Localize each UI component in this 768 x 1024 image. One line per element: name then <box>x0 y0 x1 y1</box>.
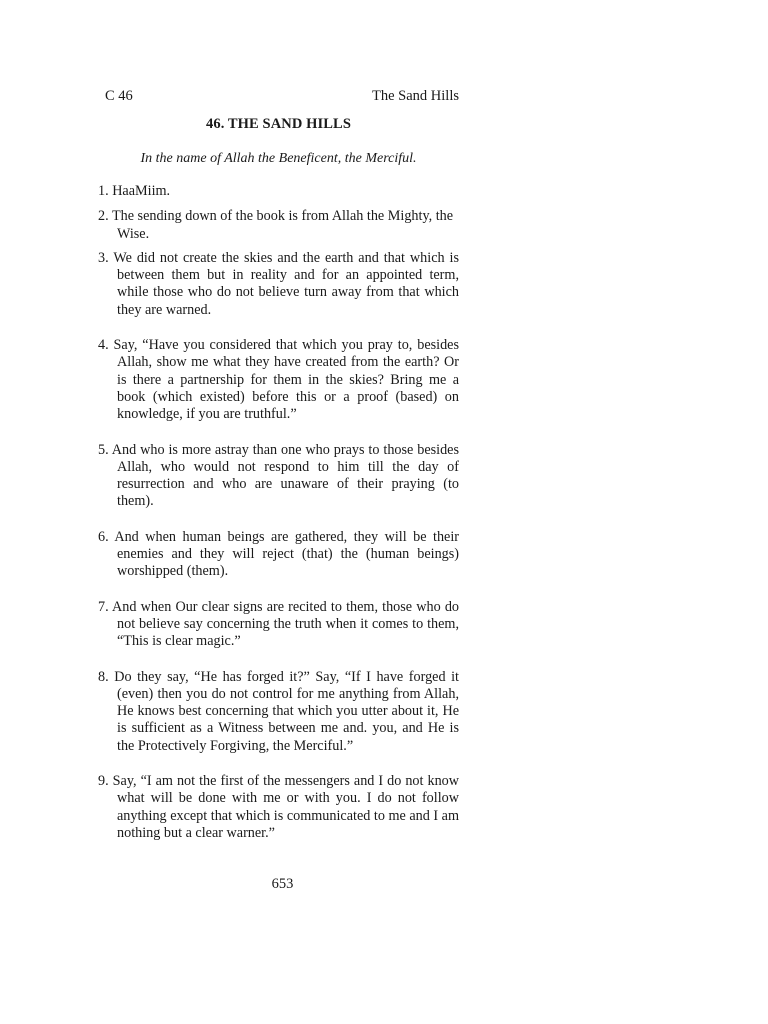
verse-number: 1. <box>98 183 109 199</box>
document-page <box>98 0 459 1024</box>
running-title: The Sand Hills <box>372 88 459 104</box>
verse-1 <box>98 183 459 200</box>
verse-9 <box>98 773 459 842</box>
verse-text: And who is more astray than one who prays to those besides Allah, who would not respond to him till the day of resurrection and who are unaware of their praying (to them). <box>111 441 460 510</box>
verse-6 <box>98 529 459 581</box>
verse-text: Do they say, “He has forged it?” Say, “If I have forged it (even) then you do not control for me anything from Allah, He knows best concerning that which you utter about it, He is sufficient as a Witness between me and. you, and He is the Protectively Forgiving, the Merciful.” <box>114 668 459 754</box>
verse-list <box>98 183 459 842</box>
verse-number: 2. <box>98 208 109 225</box>
verse-number: 5. <box>98 441 109 458</box>
verse-number: 6. <box>98 528 109 545</box>
verse-number: 4. <box>98 337 109 354</box>
verse-7 <box>98 599 459 651</box>
verse-text: HaaMiim. <box>112 183 171 199</box>
verse-8 <box>98 669 459 755</box>
verse-number: 8. <box>98 668 109 685</box>
verse-5 <box>98 442 459 511</box>
verse-number: 3. <box>98 249 109 266</box>
verse-text: And when human beings are gathered, they will be their enemies and they will reject (that) the (human beings) worshipped (them). <box>114 528 460 580</box>
verse-4 <box>98 337 459 423</box>
verse-3 <box>98 250 459 319</box>
verse-text: Say, “Have you considered that which you pray to, besides Allah, show me what they have created from the earth? Or is there a partnership for them in the skies? Bring me a book (which existed) before this or a proof (based) on knowledge, if you are truthful.” <box>113 337 459 423</box>
page-number: 653 <box>271 876 294 892</box>
verse-text: Say, “I am not the first of the messengers and I do not know what will be done with me or with you. I do not follow anything except that which is communicated to me and I am nothing but a clear warner.” <box>112 773 459 841</box>
chapter-code: C 46 <box>105 88 133 104</box>
verse-2 <box>98 208 459 243</box>
verse-text: The sending down of the book is from Allah the Mighty, the Wise. <box>111 208 454 242</box>
verse-text: We did not create the skies and the earth and that which is between them but in reality and for an appointed term, while those who do not believe turn away from that which they are warned. <box>113 249 460 318</box>
verse-number: 7. <box>98 598 109 615</box>
verse-number: 9. <box>98 773 109 790</box>
verse-text: And when Our clear signs are recited to them, those who do not believe say concerning the truth when it comes to them, “This is clear magic.” <box>112 598 460 650</box>
invocation: In the name of Allah the Beneficent, the Merciful. <box>140 151 417 166</box>
chapter-title: 46. THE SAND HILLS <box>206 116 351 132</box>
